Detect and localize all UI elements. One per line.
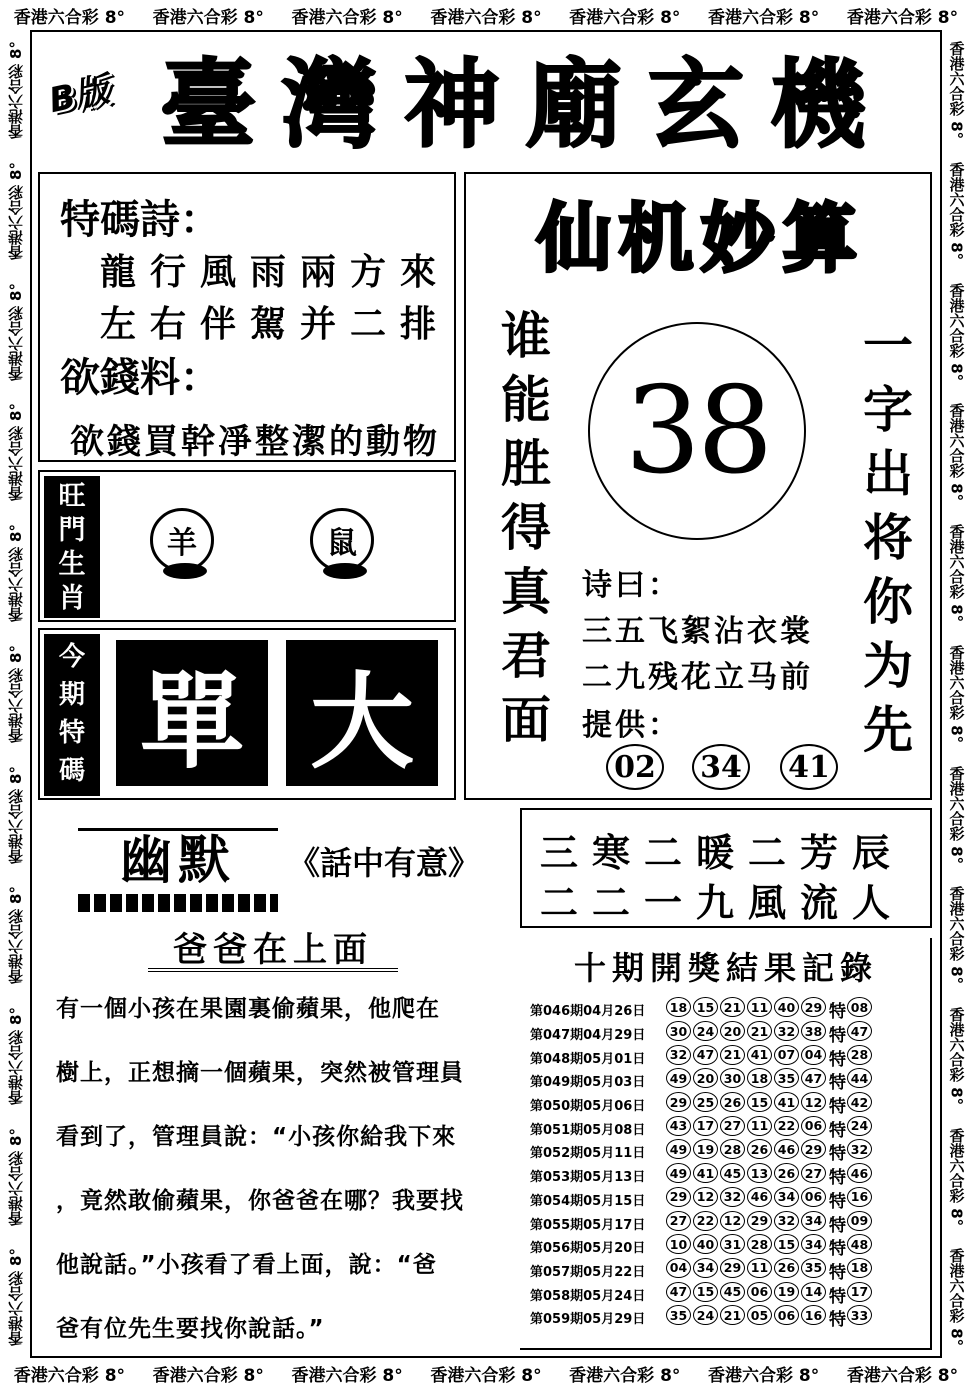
border-top	[0, 0, 972, 30]
special-ball: 28	[847, 1045, 872, 1065]
result-ball: 24	[693, 1305, 718, 1325]
border-text: 香港六合彩 8°	[947, 644, 966, 744]
result-ball: 46	[774, 1139, 799, 1159]
vertical-verse-right: 一 字 出 将 你 为 先	[863, 316, 913, 759]
result-period: 第055期05月17日	[530, 1217, 646, 1233]
border-text: 香港六合彩 8°	[6, 403, 25, 502]
result-ball: 26	[747, 1139, 772, 1159]
result-numbers	[666, 1234, 874, 1259]
result-numbers	[666, 1163, 874, 1188]
border-text: 香港六合彩 8°	[291, 1365, 403, 1386]
result-ball: 21	[747, 1021, 772, 1041]
result-ball: 29	[720, 1258, 745, 1278]
result-ball: 49	[666, 1163, 691, 1183]
special-code-box	[38, 628, 456, 800]
results-box	[520, 938, 932, 1350]
number-ball: 34	[692, 744, 750, 790]
result-ball: 07	[774, 1045, 799, 1065]
result-period: 第053期05月13日	[530, 1170, 646, 1186]
result-ball: 30	[666, 1021, 691, 1041]
border-text: 香港六合彩 8°	[6, 41, 25, 140]
border-right	[942, 30, 972, 1358]
result-ball: 04	[801, 1045, 826, 1065]
border-text: 香港六合彩 8°	[13, 1365, 126, 1386]
result-ball: 15	[693, 1282, 718, 1302]
result-ball: 22	[774, 1116, 799, 1136]
result-period: 第048期05月01日	[530, 1051, 646, 1067]
fortune-box	[464, 172, 932, 800]
result-ball: 32	[774, 1211, 799, 1231]
result-ball: 12	[801, 1092, 826, 1112]
result-row	[530, 1282, 922, 1306]
border-text: 香港六合彩 8°	[6, 644, 25, 744]
story-line: 看到了，管理員說：“小孩你給我下來	[56, 1124, 457, 1150]
result-ball: 20	[693, 1068, 718, 1088]
result-ball: 15	[693, 997, 718, 1017]
border-text: 香港六合彩 8°	[6, 282, 25, 381]
special-ball: 44	[847, 1068, 872, 1088]
result-ball: 22	[693, 1211, 718, 1231]
border-left	[0, 30, 30, 1358]
result-period: 第049期05月03日	[530, 1075, 646, 1091]
result-ball: 19	[774, 1282, 799, 1302]
border-text: 香港六合彩 8°	[6, 161, 25, 261]
season-line: 二二一九風流人	[540, 880, 905, 925]
result-ball: 11	[747, 1116, 772, 1136]
result-numbers	[666, 1282, 874, 1307]
number-ball: 41	[780, 744, 838, 790]
poem-heading: 特碼詩：	[60, 196, 220, 243]
number-ball: 02	[606, 744, 664, 790]
story-title: 爸爸在上面	[148, 928, 398, 972]
special-ball: 18	[847, 1258, 872, 1278]
border-text: 香港六合彩 8°	[947, 886, 966, 985]
border-text: 香港六合彩 8°	[430, 7, 542, 28]
result-ball: 49	[666, 1068, 691, 1088]
result-ball: 29	[666, 1187, 691, 1207]
result-period: 第050期05月06日	[530, 1099, 646, 1115]
result-ball: 17	[693, 1116, 718, 1136]
special-marker: 特	[829, 1215, 846, 1236]
special-ball: 24	[847, 1116, 872, 1136]
edition-badge: B版	[45, 69, 113, 122]
result-ball: 28	[747, 1234, 772, 1254]
border-text: 香港六合彩 8°	[846, 7, 959, 28]
special-ball: 48	[847, 1234, 872, 1254]
result-period: 第054期05月15日	[530, 1193, 646, 1209]
season-verse-box	[520, 808, 932, 928]
result-numbers	[666, 1305, 874, 1330]
result-ball: 38	[801, 1021, 826, 1041]
special-ball: 16	[847, 1187, 872, 1207]
result-ball: 24	[693, 1021, 718, 1041]
result-ball: 49	[666, 1139, 691, 1159]
result-numbers	[666, 997, 874, 1022]
fortune-poem-heading: 诗曰：	[582, 568, 681, 603]
result-row	[530, 1093, 922, 1117]
result-ball: 15	[747, 1092, 772, 1112]
result-ball: 45	[720, 1163, 745, 1183]
result-period: 第052期05月11日	[530, 1146, 646, 1162]
result-ball: 30	[720, 1068, 745, 1088]
result-row	[530, 1259, 922, 1283]
wave-decoration	[78, 894, 278, 912]
result-ball: 47	[666, 1282, 691, 1302]
border-text: 香港六合彩 8°	[6, 1127, 25, 1226]
result-ball: 20	[720, 1021, 745, 1041]
result-row	[530, 1235, 922, 1259]
border-text: 香港六合彩 8°	[708, 1365, 820, 1386]
border-text: 香港六合彩 8°	[708, 7, 820, 28]
page-title: 臺灣神廟玄機	[160, 48, 892, 161]
result-ball: 12	[720, 1211, 745, 1231]
result-ball: 41	[774, 1092, 799, 1112]
story-line: 爸有位先生要找你說話。”	[56, 1316, 325, 1342]
result-row	[530, 1116, 922, 1140]
special-marker: 特	[829, 1262, 846, 1283]
result-ball: 06	[747, 1282, 772, 1302]
result-ball: 46	[747, 1187, 772, 1207]
result-row	[530, 1306, 922, 1330]
result-ball: 04	[666, 1258, 691, 1278]
result-ball: 11	[747, 1258, 772, 1278]
special-marker: 特	[829, 1310, 846, 1331]
result-ball: 32	[666, 1045, 691, 1065]
special-ball: 33	[847, 1305, 872, 1325]
result-ball: 34	[693, 1258, 718, 1278]
result-ball: 34	[774, 1187, 799, 1207]
result-ball: 12	[693, 1187, 718, 1207]
border-text: 香港六合彩 8°	[846, 1365, 959, 1386]
humor-title: 幽默	[78, 828, 278, 888]
results-list	[530, 998, 922, 1330]
border-text: 香港六合彩 8°	[947, 1007, 966, 1106]
result-ball: 47	[801, 1068, 826, 1088]
result-ball: 32	[774, 1021, 799, 1041]
result-ball: 35	[666, 1305, 691, 1325]
special-ball: 09	[847, 1211, 872, 1231]
result-ball: 41	[747, 1045, 772, 1065]
zodiac-label: 旺 門 生 肖	[44, 476, 100, 618]
special-ball: 08	[847, 997, 872, 1017]
result-ball: 14	[801, 1282, 826, 1302]
border-text: 香港六合彩 8°	[569, 7, 681, 28]
special-ball: 47	[847, 1021, 872, 1041]
result-ball: 35	[801, 1258, 826, 1278]
result-ball: 40	[693, 1234, 718, 1254]
zodiac-token: 羊	[150, 508, 214, 572]
border-text: 香港六合彩 8°	[152, 1365, 264, 1386]
result-ball: 29	[801, 1139, 826, 1159]
story-line: 有一個小孩在果園裏偷蘋果，他爬在	[56, 996, 440, 1022]
special-marker: 特	[829, 1239, 846, 1260]
result-ball: 27	[666, 1211, 691, 1231]
result-ball: 26	[774, 1258, 799, 1278]
result-ball: 21	[720, 997, 745, 1017]
result-ball: 26	[720, 1092, 745, 1112]
result-ball: 35	[774, 1068, 799, 1088]
border-text: 香港六合彩 8°	[6, 886, 25, 985]
special-marker: 特	[829, 1026, 846, 1047]
result-ball: 27	[801, 1163, 826, 1183]
result-ball: 16	[801, 1305, 826, 1325]
border-text: 香港六合彩 8°	[291, 7, 403, 28]
result-ball: 34	[801, 1211, 826, 1231]
result-numbers	[666, 1092, 874, 1117]
border-text: 香港六合彩 8°	[6, 1248, 25, 1347]
result-ball: 10	[666, 1234, 691, 1254]
border-text: 香港六合彩 8°	[6, 765, 25, 864]
special-ball: 46	[847, 1163, 872, 1183]
result-row	[530, 1045, 922, 1069]
border-text: 香港六合彩 8°	[947, 403, 966, 502]
special-ball: 42	[847, 1092, 872, 1112]
story-line: ，竟然敢偷蘋果，你爸爸在哪？我要找	[56, 1188, 464, 1214]
special-marker: 特	[829, 1286, 846, 1307]
result-ball: 29	[666, 1092, 691, 1112]
special-marker: 特	[829, 1168, 846, 1189]
fortune-poem-line: 二九残花立马前	[582, 660, 813, 695]
result-row	[530, 1069, 922, 1093]
special-tile: 大	[286, 640, 438, 786]
special-ball: 32	[847, 1139, 872, 1159]
result-numbers	[666, 1116, 874, 1141]
special-marker: 特	[829, 1073, 846, 1094]
result-period: 第059期05月29日	[530, 1312, 646, 1328]
result-period: 第057期05月22日	[530, 1264, 646, 1280]
result-ball: 47	[693, 1045, 718, 1065]
special-marker: 特	[829, 1002, 846, 1023]
result-ball: 41	[693, 1163, 718, 1183]
border-text: 香港六合彩 8°	[6, 1007, 25, 1106]
humor-section	[38, 810, 508, 1350]
result-ball: 15	[774, 1234, 799, 1254]
result-period: 第047期04月29日	[530, 1028, 646, 1044]
result-ball: 43	[666, 1116, 691, 1136]
result-numbers	[666, 1139, 874, 1164]
special-label: 今 期 特 碼	[44, 634, 100, 796]
border-text: 香港六合彩 8°	[569, 1365, 681, 1386]
fortune-poem-line: 三五飞絮沾衣裳	[582, 614, 813, 649]
header	[40, 40, 930, 165]
special-marker: 特	[829, 1049, 846, 1070]
special-marker: 特	[829, 1191, 846, 1212]
zodiac-token: 鼠	[310, 508, 374, 572]
result-numbers	[666, 1045, 874, 1070]
special-tile: 單	[116, 640, 268, 786]
special-ball: 17	[847, 1282, 872, 1302]
result-row	[530, 1140, 922, 1164]
vertical-verse-left: 谁 能 胜 得 真 君 面	[501, 306, 551, 749]
result-ball: 26	[774, 1163, 799, 1183]
border-text: 香港六合彩 8°	[947, 1248, 966, 1347]
result-ball: 32	[720, 1187, 745, 1207]
result-ball: 27	[720, 1116, 745, 1136]
result-numbers	[666, 1211, 874, 1236]
result-ball: 28	[720, 1139, 745, 1159]
result-period: 第046期04月26日	[530, 1004, 646, 1020]
zodiac-box	[38, 470, 456, 622]
result-numbers	[666, 1068, 874, 1093]
border-text: 香港六合彩 8°	[6, 524, 25, 623]
result-ball: 25	[693, 1092, 718, 1112]
border-text: 香港六合彩 8°	[947, 1127, 966, 1226]
riddle-text: 欲錢買幹凈整潔的動物	[70, 422, 440, 462]
border-text: 香港六合彩 8°	[947, 524, 966, 623]
result-ball: 06	[801, 1116, 826, 1136]
border-bottom	[0, 1358, 972, 1388]
result-ball: 11	[747, 997, 772, 1017]
result-ball: 40	[774, 997, 799, 1017]
story-line: 樹上，正想摘一個蘋果，突然被管理員	[56, 1060, 464, 1086]
result-ball: 13	[747, 1163, 772, 1183]
result-ball: 29	[801, 997, 826, 1017]
result-row	[530, 1188, 922, 1212]
result-period: 第056期05月20日	[530, 1241, 646, 1257]
results-title: 十期開獎結果記錄	[573, 949, 878, 987]
special-marker: 特	[829, 1144, 846, 1165]
poem-box	[38, 172, 456, 462]
result-numbers	[666, 1258, 874, 1283]
lucky-number: 38	[588, 322, 806, 540]
result-ball: 34	[801, 1234, 826, 1254]
result-ball: 21	[720, 1045, 745, 1065]
result-ball: 18	[666, 997, 691, 1017]
result-ball: 19	[693, 1139, 718, 1159]
result-period: 第058期05月24日	[530, 1288, 646, 1304]
border-text: 香港六合彩 8°	[947, 161, 966, 261]
result-ball: 21	[720, 1305, 745, 1325]
border-text: 香港六合彩 8°	[430, 1365, 542, 1386]
humor-subtitle: 《話中有意》	[288, 844, 481, 882]
result-ball: 29	[747, 1211, 772, 1231]
result-ball: 45	[720, 1282, 745, 1302]
result-ball: 18	[747, 1068, 772, 1088]
result-ball: 05	[747, 1305, 772, 1325]
result-row	[530, 1022, 922, 1046]
poem-line: 龍行風雨兩方來	[100, 251, 451, 293]
border-text: 香港六合彩 8°	[947, 282, 966, 381]
result-row	[530, 1164, 922, 1188]
result-row	[530, 998, 922, 1022]
provide-label: 提供：	[582, 708, 681, 743]
season-line: 三寒二暖二芳辰	[540, 830, 905, 875]
result-period: 第051期05月08日	[530, 1122, 646, 1138]
special-marker: 特	[829, 1120, 846, 1141]
border-text: 香港六合彩 8°	[947, 765, 966, 864]
result-numbers	[666, 1021, 874, 1046]
result-ball: 06	[801, 1187, 826, 1207]
poem-line: 左右伴駕并二排	[100, 303, 451, 345]
result-row	[530, 1211, 922, 1235]
fortune-title: 仙机妙算	[537, 196, 865, 282]
result-numbers	[666, 1187, 874, 1212]
riddle-heading: 欲錢料：	[60, 354, 220, 401]
result-ball: 31	[720, 1234, 745, 1254]
special-marker: 特	[829, 1097, 846, 1118]
border-text: 香港六合彩 8°	[152, 7, 264, 28]
border-text: 香港六合彩 8°	[947, 41, 966, 140]
result-ball: 06	[774, 1305, 799, 1325]
border-text: 香港六合彩 8°	[13, 7, 126, 28]
story-line: 他說話。”小孩看了看上面，說：“爸	[56, 1252, 437, 1278]
